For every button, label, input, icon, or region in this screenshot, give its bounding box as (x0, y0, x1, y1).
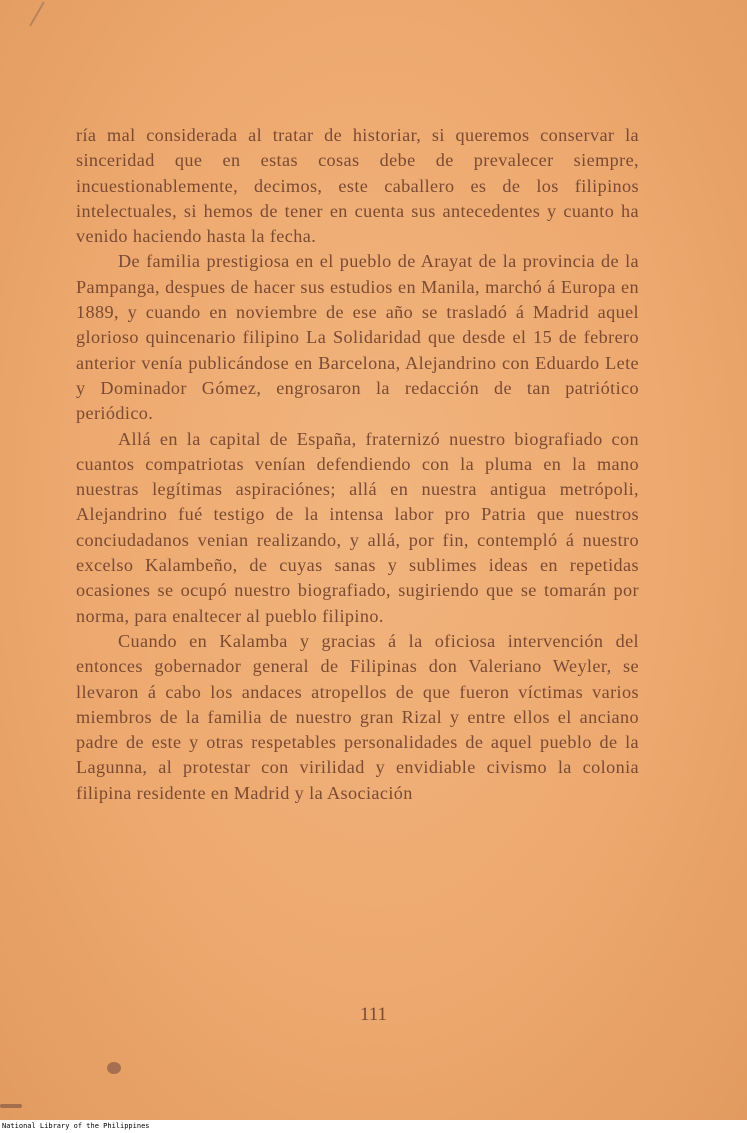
paragraph: Allá en la capital de España, fraternizó nuestro biografiado con cuantos compatriotas venían defendiendo con la pluma en la mano nuestras legítimas aspiraciónes; allá en nuestra antigua metrópoli, Alejandrino fué testigo de la intensa labor pro Patria que nuestros conciudadanos venian realizando, y allá, por fin, contempló á nuestro excelso Kalambeño, de cuyas sanas y sublimes ideas en repetidas ocasiones se ocupó nuestro biografiado, sugiriendo que se tomarán por norma, para enaltecer al pueblo filipino. (76, 428, 639, 626)
paragraph: De familia prestigiosa en el pueblo de Arayat de la provincia de la Pampanga, despues de hacer sus estudios en Manila, marchó á Europa en 1889, y cuando en noviembre de ese año se trasladó á Madrid aquel glorioso quincenario filipino La Solidaridad que desde el 15 de febrero anterior venía publicándose en Barcelona, Alejandrino con Eduardo Lete y Dominador Gómez, engrosaron la redacción de tan patriótico periódico. (76, 251, 639, 424)
library-credit: National Library of the Philippines (2, 1122, 150, 1130)
page-number: 111 (359, 1004, 388, 1025)
page-mark (29, 1, 45, 26)
paragraph-continuation: ría mal considerada al tratar de historiar, si queremos conservar la sinceridad que en estas cosas debe de prevalecer siempre, incuestionablemente, decimos, este caballero es de los filipinos intelectuales, si hemos de tener en cuenta sus antecedentes y cuanto ha venido haciendo hasta la fecha. (76, 125, 639, 247)
body-text (76, 123, 639, 806)
ink-stain (107, 1062, 121, 1074)
paragraph: Cuando en Kalamba y gracias á la oficiosa intervención del entonces gobernador general de Filipinas don Valeriano Weyler, se llevaron á cabo los andaces atropellos de que fueron víctimas varios miembros de la familia de nuestro gran Rizal y entre ellos el anciano padre de este y otras respetables personalidades de aquel pueblo de la Lagunna, al protestar con virilidad y envidiable civismo la colonia filipina residente en Madrid y la Asociación (76, 630, 639, 803)
ink-mark (0, 1104, 22, 1108)
footer-bar (0, 1120, 747, 1133)
